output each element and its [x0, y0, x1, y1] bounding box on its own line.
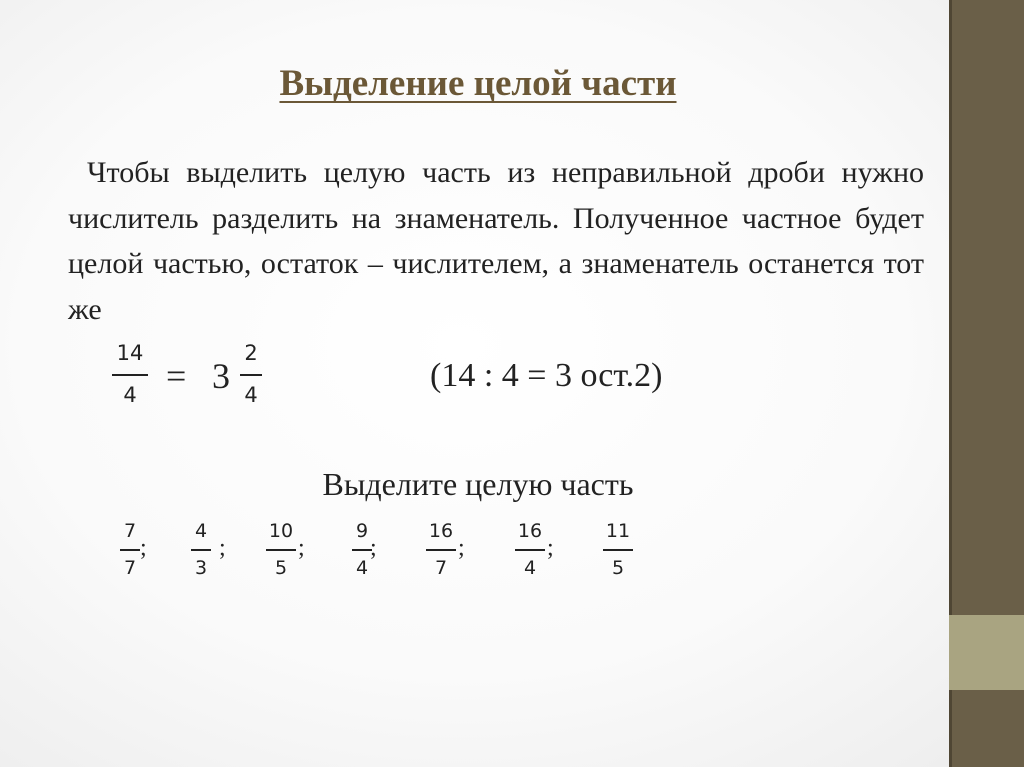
fraction-bar: [603, 549, 633, 551]
fraction-bar: [120, 549, 140, 551]
fraction-denominator: 4: [355, 557, 369, 579]
fraction-numerator: 10: [268, 520, 294, 542]
fraction-denominator: 4: [523, 557, 537, 579]
fraction-denominator: 7: [123, 557, 137, 579]
fraction-denominator: 4: [123, 383, 137, 407]
fraction-separator: ;: [370, 535, 377, 561]
fraction-bar: [426, 549, 456, 551]
fraction-separator: ;: [547, 535, 554, 561]
fraction-numerator: 16: [517, 520, 543, 542]
exercise-fraction: [266, 522, 296, 578]
fraction-separator: ;: [458, 535, 465, 561]
fraction-numerator: 9: [355, 520, 369, 542]
fraction-separator: ;: [219, 535, 226, 561]
fraction-bar: [515, 549, 545, 551]
side-bar-accent-block: [949, 615, 1024, 690]
example-fraction: [112, 343, 148, 406]
fraction-bar: [191, 549, 211, 551]
mixed-fraction-part: [240, 343, 262, 406]
slide-title: Выделение целой части: [279, 63, 677, 104]
exercise-fraction: [352, 522, 372, 578]
fraction-denominator: 3: [194, 557, 208, 579]
rule-paragraph: Чтобы выделить целую часть из неправильной дроби нужно числитель разделить на знаменатель. Полученное частное будет целой частью, остаток – числителем, а знаменатель останется тот же: [68, 156, 924, 326]
fraction-numerator: 16: [428, 520, 454, 542]
fraction-numerator: 14: [116, 341, 144, 365]
fraction-denominator: 5: [274, 557, 288, 579]
fraction-numerator: 4: [194, 520, 208, 542]
mixed-whole-part: 3: [212, 356, 230, 396]
division-note: (14 : 4 = 3 ост.2): [430, 357, 663, 394]
exercise-fraction: [426, 522, 456, 578]
exercise-heading: Выделите целую часть: [322, 466, 634, 502]
exercise-fraction: [515, 522, 545, 578]
fraction-bar: [266, 549, 296, 551]
equals-sign: =: [166, 356, 187, 396]
fraction-bar: [240, 374, 262, 376]
fraction-separator: ;: [140, 535, 147, 561]
fraction-numerator: 7: [123, 520, 137, 542]
slide-side-bar: [949, 0, 1024, 767]
fraction-denominator: 7: [434, 557, 448, 579]
fraction-bar: [112, 374, 148, 376]
fraction-numerator: 2: [244, 341, 258, 365]
fraction-separator: ;: [298, 535, 305, 561]
fraction-bar: [352, 549, 372, 551]
fraction-denominator: 5: [611, 557, 625, 579]
exercise-fraction: [120, 522, 140, 578]
fraction-numerator: 11: [605, 520, 631, 542]
exercise-fraction: [191, 522, 211, 578]
exercise-fraction: [603, 522, 633, 578]
fraction-denominator: 4: [244, 383, 258, 407]
